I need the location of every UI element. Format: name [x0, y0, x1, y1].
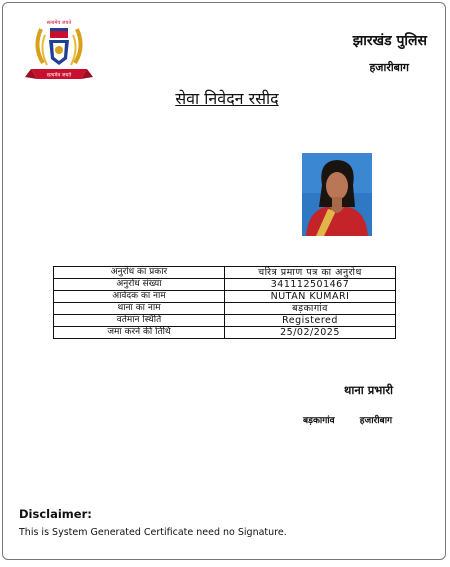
detail-value-current-status: Registered: [225, 315, 396, 327]
detail-value-applicant-name: NUTAN KUMARI: [225, 291, 396, 303]
detail-value-police-station: बड़कागांव: [225, 303, 396, 315]
table-row: [54, 303, 396, 315]
table-row: [54, 279, 396, 291]
officer-title: थाना प्रभारी: [344, 383, 393, 397]
table-row: [54, 267, 396, 279]
page-title: सेवा निवेदन रसीद: [175, 89, 279, 108]
receipt-page: [2, 2, 446, 560]
station-name: बड़कागांव: [303, 416, 335, 426]
applicant-photo: [302, 153, 372, 236]
station-line: [303, 413, 414, 426]
detail-label-request-type: अनुरोध का प्रकार: [54, 267, 225, 279]
station-district: हजारीबाग: [359, 416, 393, 426]
table-row: [54, 327, 396, 339]
department-name: झारखंड पुलिस: [352, 33, 427, 49]
detail-value-request-type: चरित्र प्रमाण पत्र का अनुरोध: [225, 267, 396, 279]
table-row: [54, 291, 396, 303]
emblem-motto: सत्यमेव जयते: [46, 20, 72, 26]
detail-value-submission-date: 25/02/2025: [225, 327, 396, 339]
emblem-banner: सत्यमेव जयते: [46, 72, 72, 79]
disclaimer-text: This is System Generated Certificate need no Signature.: [19, 527, 287, 538]
detail-label-police-station: थाना का नाम: [54, 303, 225, 315]
police-emblem-icon: [23, 17, 95, 93]
table-row: [54, 315, 396, 327]
detail-label-submission-date: जमा करने की तिथि: [54, 327, 225, 339]
disclaimer-heading: Disclaimer:: [19, 507, 92, 521]
receipt-details-table: [53, 266, 396, 339]
detail-label-current-status: वर्तमान स्थिति: [54, 315, 225, 327]
detail-label-applicant-name: आवेदक का नाम: [54, 291, 225, 303]
detail-value-request-number: 341112501467: [225, 279, 396, 291]
district-name: हजारीबाग: [369, 61, 409, 74]
detail-label-request-number: अनुरोध संख्या: [54, 279, 225, 291]
